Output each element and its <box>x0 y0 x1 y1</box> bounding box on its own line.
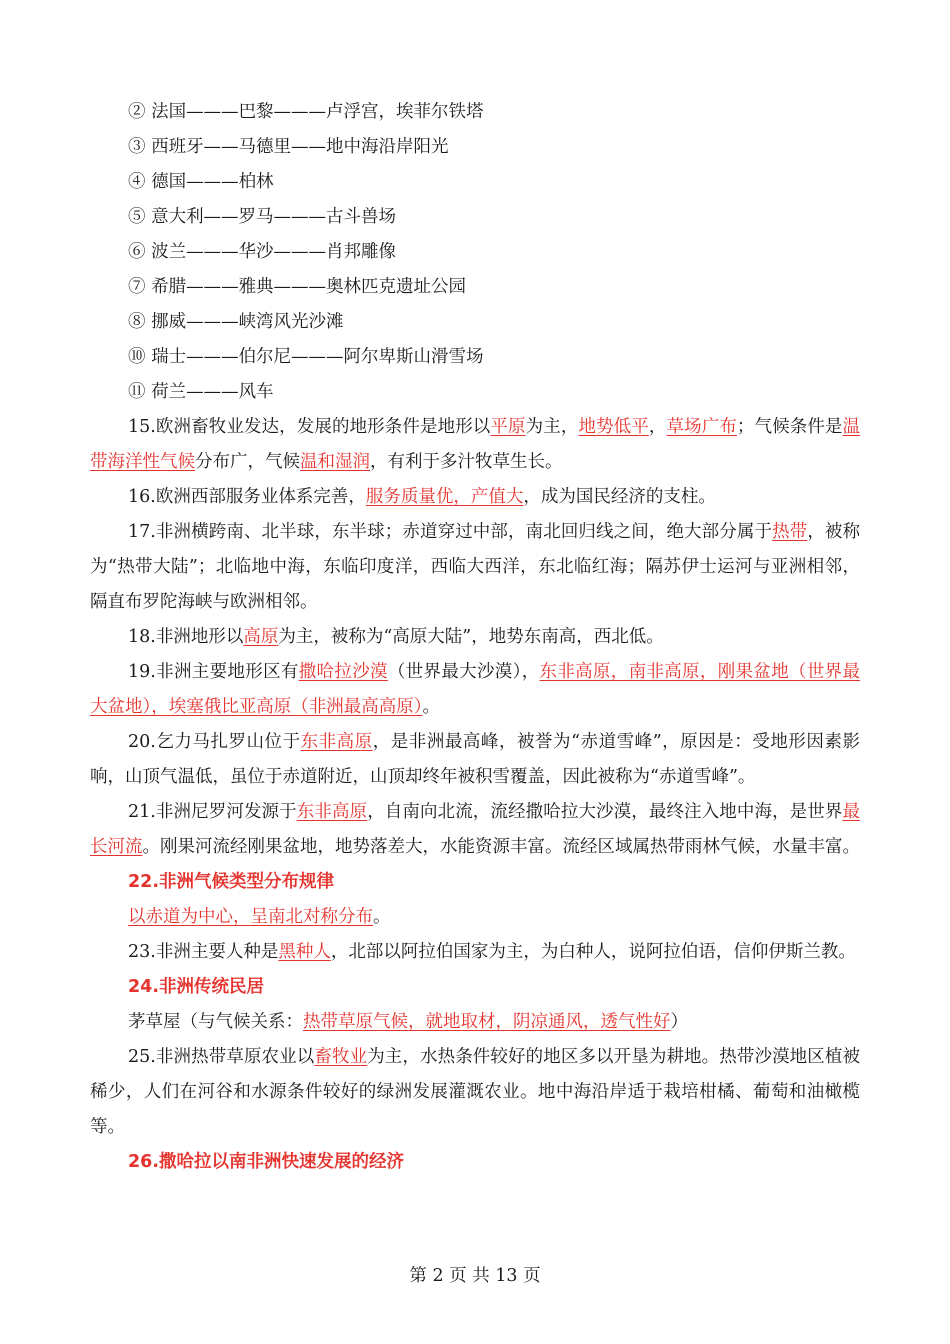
highlight: 热带草原气候，就地取材，阴凉通风，透气性好 <box>303 1012 671 1032</box>
page-footer: 第 2 页 共 13 页 <box>409 1266 541 1286</box>
list-item: ③ 西班牙——马德里——地中海沿岸阳光 <box>128 137 449 157</box>
heading-24: 24.非洲传统民居 <box>128 977 265 997</box>
list-item: ⑧ 挪威———峡湾风光沙滩 <box>128 312 344 332</box>
highlight: 最长河流 <box>90 802 860 857</box>
highlight: 温带海洋性气候 <box>90 417 861 472</box>
highlight: 东非高原 <box>300 732 373 752</box>
list-item: ② 法国———巴黎———卢浮宫，埃菲尔铁塔 <box>128 102 484 122</box>
highlight: 草场广布 <box>666 417 737 437</box>
highlight: 高原 <box>243 627 279 647</box>
highlight: 撒哈拉沙漠 <box>298 662 388 682</box>
paragraph-21: 21.非洲尼罗河发源于东非高原，自南向北流，流经撒哈拉大沙漠，最终注入地中海，是世界最长河流。刚果河流经刚果盆地，地势落差大，水能资源丰富。流经区域属热带雨林气候，水量丰富。 <box>90 802 860 857</box>
highlight: 地势低平 <box>578 417 649 437</box>
list-item: ⑦ 希腊———雅典———奥林匹克遗址公园 <box>128 277 467 297</box>
paragraph-23: 23.非洲主要人种是黑种人，北部以阿拉伯国家为主，为白种人，说阿拉伯语，信仰伊斯兰教。 <box>128 942 856 962</box>
paragraph-25: 25.非洲热带草原农业以畜牧业为主，水热条件较好的地区多以开垦为耕地。热带沙漠地区植被稀少，人们在河谷和水源条件较好的绿洲发展灌溉农业。地中海沿岸适于栽培柑橘、葡萄和油橄榄等。 <box>90 1047 860 1137</box>
highlight: 东非高原 <box>296 802 368 822</box>
highlight: 温和湿润 <box>300 452 370 472</box>
document-body <box>90 95 860 1180</box>
highlight: 东非高原，南非高原，刚果盆地（世界最大盆地），埃塞俄比亚高原（非洲最高高原） <box>90 662 860 717</box>
list-item: ④ 德国———柏林 <box>128 172 274 192</box>
paragraph-18: 18.非洲地形以高原为主，被称为“高原大陆”，地势东南高，西北低。 <box>128 627 664 647</box>
heading-22: 22.非洲气候类型分布规律 <box>128 872 335 892</box>
country-list <box>90 95 860 410</box>
highlight: 热带 <box>772 522 808 542</box>
list-item: ⑤ 意大利——罗马———古斗兽场 <box>128 207 397 227</box>
highlight: 以赤道为中心，呈南北对称分布 <box>128 907 373 927</box>
paragraph-19: 19.非洲主要地形区有撒哈拉沙漠（世界最大沙漠），东非高原，南非高原，刚果盆地（世界最大盆地），埃塞俄比亚高原（非洲最高高原）。 <box>90 662 860 717</box>
list-item: ⑪ 荷兰———风车 <box>128 382 274 402</box>
highlight: 畜牧业 <box>314 1047 368 1067</box>
highlight: 黑种人 <box>278 942 331 962</box>
paragraph-20: 20.乞力马扎罗山位于东非高原，是非洲最高峰，被誉为“赤道雪峰”，原因是：受地形因素影响，山顶气温低，虽位于赤道附近，山顶却终年被积雪覆盖，因此被称为“赤道雪峰”。 <box>90 732 860 787</box>
paragraph-17: 17.非洲横跨南、北半球，东半球；赤道穿过中部，南北回归线之间，绝大部分属于热带，被称为“热带大陆”；北临地中海，东临印度洋，西临大西洋，东北临红海；隔苏伊士运河与亚洲相邻，隔直布罗陀海峡与欧洲相邻。 <box>90 522 861 612</box>
paragraph-24: 茅草屋（与气候关系：热带草原气候，就地取材，阴凉通风，透气性好） <box>128 1012 688 1032</box>
list-item: ⑥ 波兰———华沙———肖邦雕像 <box>128 242 397 262</box>
heading-26: 26.撒哈拉以南非洲快速发展的经济 <box>128 1152 404 1172</box>
paragraph-22: 以赤道为中心，呈南北对称分布。 <box>128 907 391 927</box>
paragraph-16: 16.欧洲西部服务业体系完善，服务质量优，产值大，成为国民经济的支柱。 <box>128 487 716 507</box>
highlight: 平原 <box>490 417 526 437</box>
paragraph-15: 15.欧洲畜牧业发达，发展的地形条件是地形以平原为主，地势低平，草场广布；气候条件是温带海洋性气候分布广，气候温和湿润，有利于多汁牧草生长。 <box>90 417 861 472</box>
highlight: 服务质量优，产值大 <box>365 487 524 507</box>
list-item: ⑩ 瑞士———伯尔尼———阿尔卑斯山滑雪场 <box>128 347 484 367</box>
